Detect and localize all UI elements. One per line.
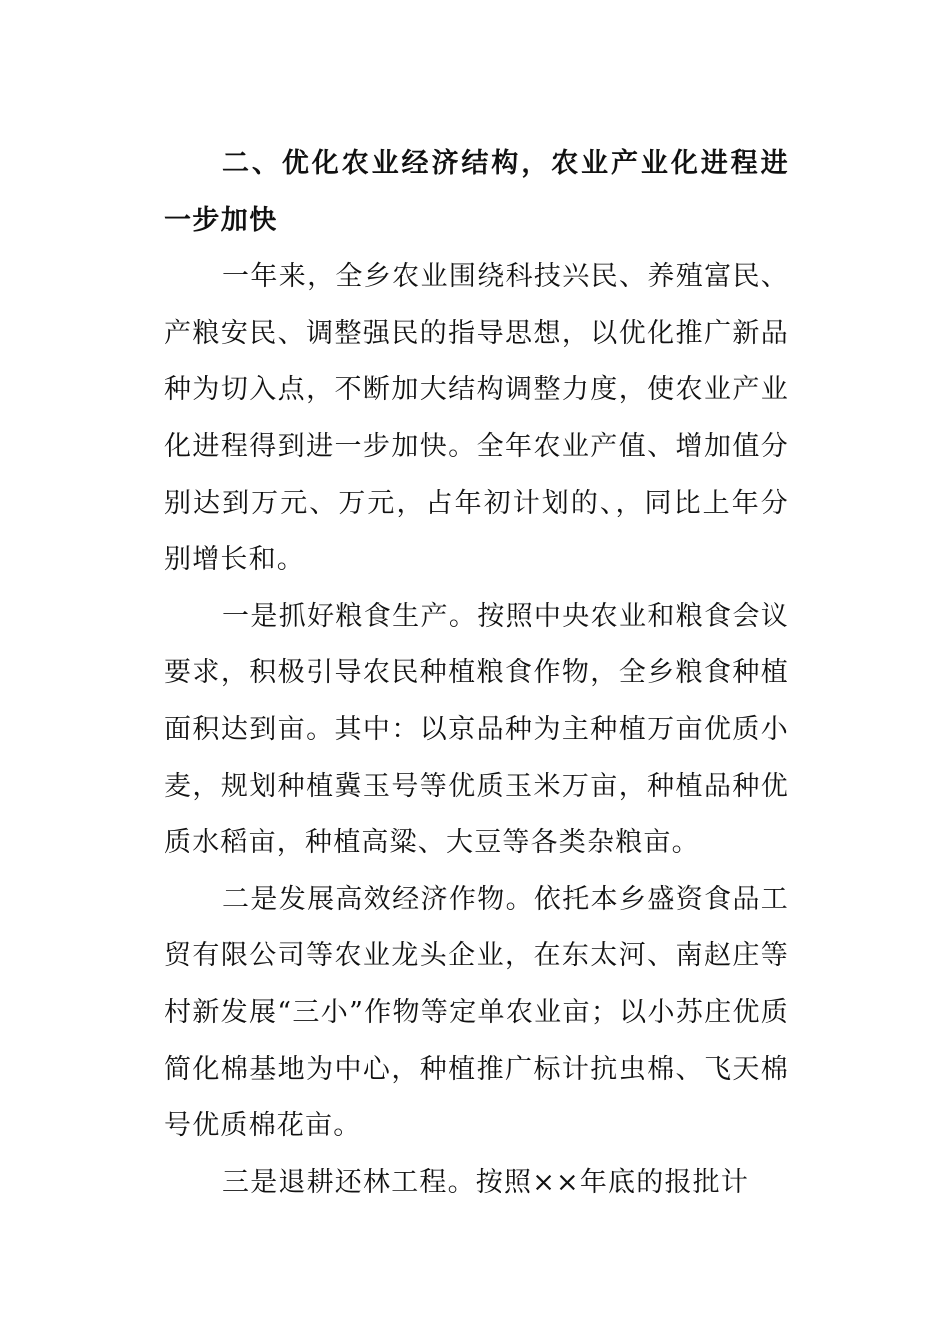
- paragraph-cash-crops: 二是发展高效经济作物。依托本乡盛资食品工贸有限公司等农业龙头企业，在东太河、南赵庄等村新发展“三小”作物等定单农业亩；以小苏庄优质简化棉基地为中心，种植推广标计抗虫棉、飞天棉号优质棉花亩。: [164, 883, 789, 1142]
- paragraph-overview: 一年来，全乡农业围绕科技兴民、养殖富民、产粮安民、调整强民的指导思想，以优化推广新品种为切入点，不断加大结构调整力度，使农业产业化进程得到进一步加快。全年农业产值、增加值分别达到万元、万元，占年初计划的、，同比上年分别增长和。: [164, 261, 789, 576]
- paragraph-grain-production: 一是抓好粮食生产。按照中央农业和粮食会议要求，积极引导农民种植粮食作物，全乡粮食种植面积达到亩。其中：以京品种为主种植万亩优质小麦，规划种植冀玉号等优质玉米万亩，种植品种优质水稻亩，种植高粱、大豆等各类杂粮亩。: [164, 600, 789, 859]
- paragraph-reforestation: 三是退耕还林工程。按照××年底的报批计: [222, 1166, 750, 1198]
- document-body: [164, 136, 789, 1211]
- section-heading: 二、优化农业经济结构，农业产业化进程进一步加快: [164, 148, 789, 236]
